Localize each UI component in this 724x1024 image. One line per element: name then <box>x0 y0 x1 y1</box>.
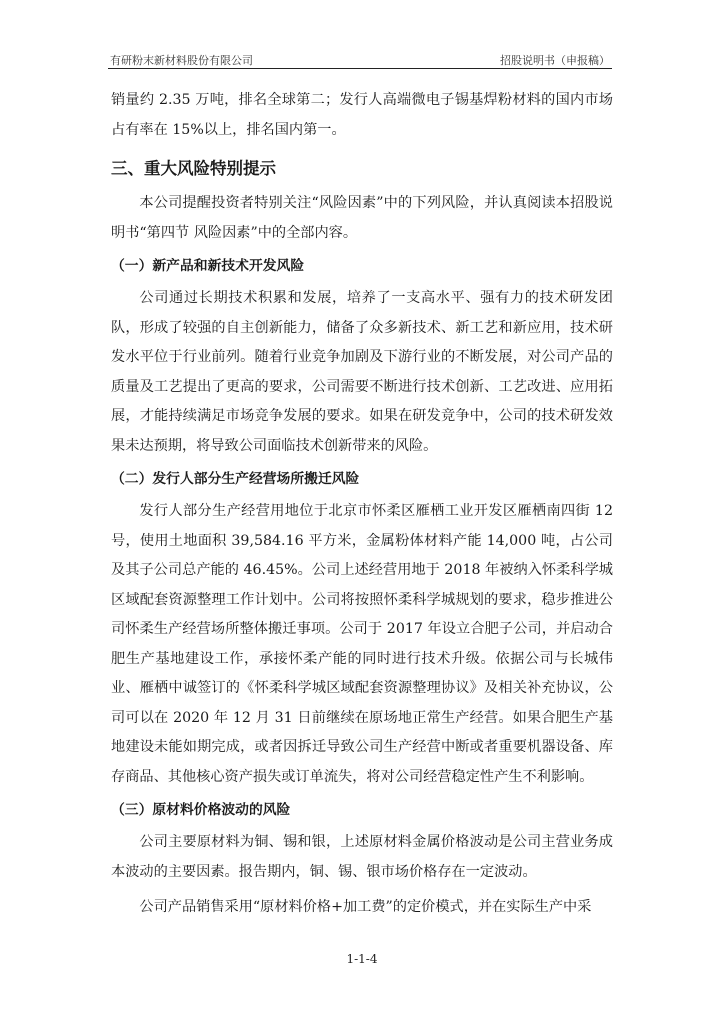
header-document-type: 招股说明书（申报稿） <box>500 54 610 67</box>
risk-2-paragraph: 发行人部分生产经营用地位于北京市怀柔区雁栖工业开发区雁栖南四街 12 号，使用土地面积 39,584.16 平方米，金属粉体材料产能 14,000 吨，占公司及其子公司总产能的 46.45%。公司上述经营用地于 2018 年被纳入怀柔科学城区域配套资源整理工作计划中。公司将按照怀柔科学城规划的要求，稳步推进公司怀柔生产经营场所整体搬迁事项。公司于 2017 年设立合肥子公司，并启动合肥生产基地建设工作，承接怀柔产能的同时进行技术升级。依据公司与长城伟业、雁栖中诚签订的《怀柔科学城区域配套资源整理协议》及相关补充协议，公司可以在 2020 年 12 月 31 日前继续在原场地正常生产经营。如果合肥生产基地建设未能如期完成，或者因拆迁导致公司生产经营中断或者重要机器设备、库存商品、其他核心资产损失或订单流失，将对公司经营稳定性产生不利影响。 <box>111 503 613 785</box>
section-intro-paragraph: 本公司提醒投资者特别关注“风险因素”中的下列风险，并认真阅读本招股说明书“第四节 风险因素”中的全部内容。 <box>111 195 613 241</box>
risk-1-paragraph: 公司通过长期技术积累和发展，培养了一支高水平、强有力的技术研发团队，形成了较强的自主创新能力，储备了众多新技术、新工艺和新应用，技术研发水平位于行业前列。随着行业竞争加剧及下游行业的不断发展，对公司产品的质量及工艺提出了更高的要求，公司需要不断进行技术创新、工艺改进、应用拓展，才能持续满足市场竞争发展的要求。如果在研发竞争中，公司的技术研发效果未达预期，将导致公司面临技术创新带来的风险。 <box>111 290 613 454</box>
risk-3-paragraph-2: 公司产品销售采用“原材料价格+加工费”的定价模式，并在实际生产中采 <box>139 899 592 915</box>
risk-1-title: （一）新产品和新技术开发风险 <box>111 258 305 274</box>
page-body <box>111 86 613 923</box>
risk-3-title: （三）原材料价格波动的风险 <box>111 802 291 818</box>
header-divider <box>108 68 612 69</box>
header-company-name: 有研粉末新材料股份有限公司 <box>110 54 253 67</box>
risk-3-paragraph-1: 公司主要原材料为铜、锡和银，上述原材料金属价格波动是公司主营业务成本波动的主要因素。报告期内，铜、锡、银市场价格存在一定波动。 <box>111 834 613 880</box>
intro-paragraph: 销量约 2.35 万吨，排名全球第二；发行人高端微电子锡基焊粉材料的国内市场占有率在 15%以上，排名国内第一。 <box>111 92 613 138</box>
risk-2-title: （二）发行人部分生产经营场所搬迁风险 <box>111 471 360 487</box>
page-number: 1-1-4 <box>346 952 378 966</box>
section-title: 三、重大风险特别提示 <box>111 159 276 178</box>
page-header <box>108 50 612 70</box>
